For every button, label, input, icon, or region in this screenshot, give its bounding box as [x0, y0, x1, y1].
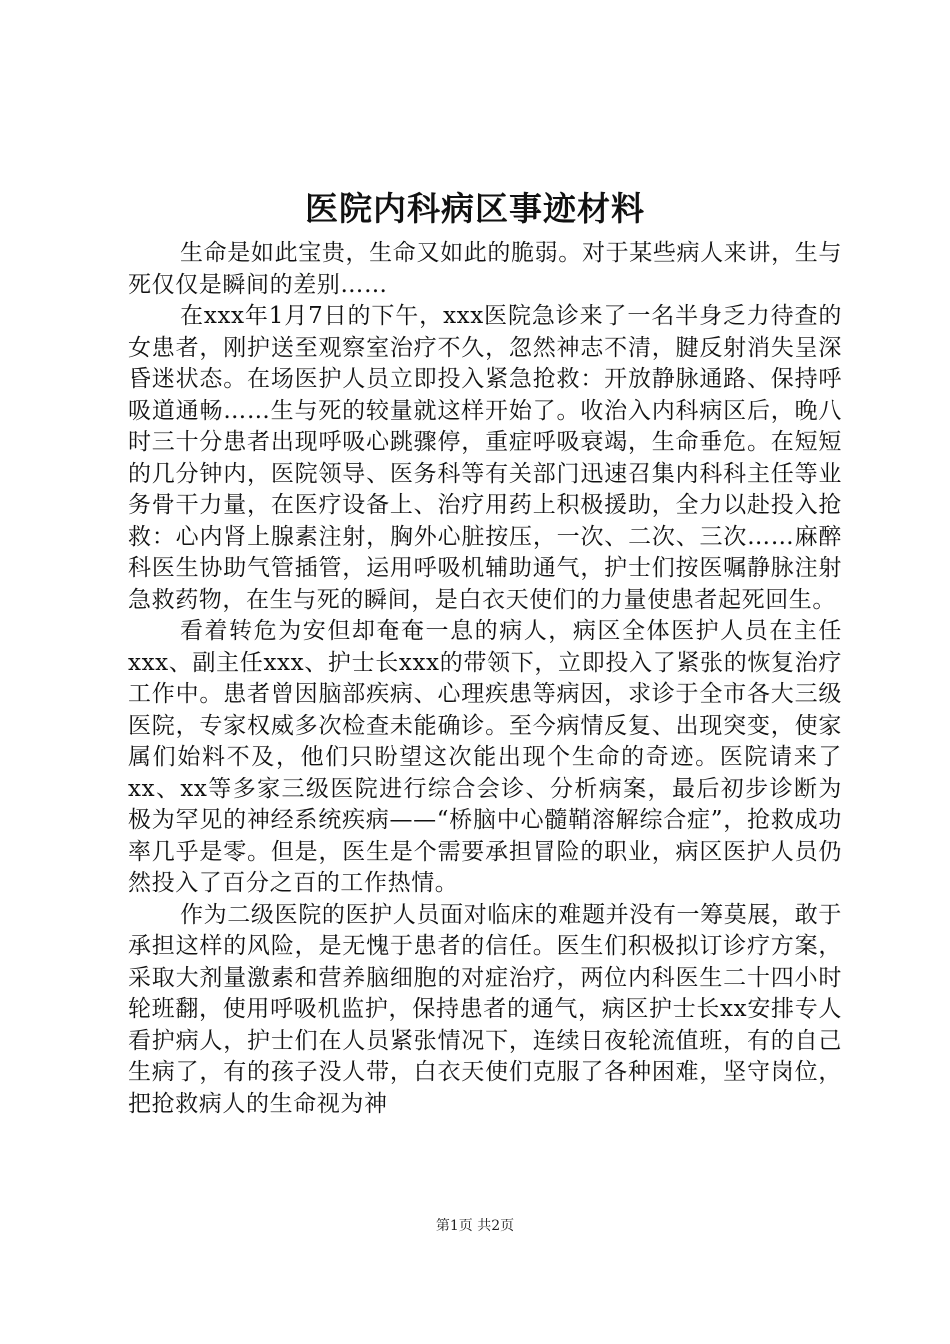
paragraph-treatment: 作为二级医院的医护人员面对临床的难题并没有一筹莫展，敢于承担这样的风险，是无愧于患者的信任。医生们积极拟订诊疗方案，采取大剂量激素和营养脑细胞的对症治疗，两位内科医生二十四小时轮班翻，使用呼吸机监护，保持患者的通气，病区护士长xx安排专人看护病人，护士们在人员紧张情况下，连续日夜轮流值班，有的自己生病了，有的孩子没人带，白衣天使们克服了各种困难，坚守岗位，把抢救病人的生命视为神 [128, 901, 842, 1117]
paragraph-rescue: 在xxx年1月7日的下午，xxx医院急诊来了一名半身乏力待查的女患者，刚护送至观察室治疗不久，忽然神志不清，腱反射消失呈深昏迷状态。在场医护人员立即投入紧急抢救：开放静脉通路、保持呼吸道通畅……生与死的较量就这样开始了。收治入内科病区后，晚八时三十分患者出现呼吸心跳骤停，重症呼吸衰竭，生命垂危。在短短的几分钟内，医院领导、医务科等有关部门迅速召集内科科主任等业务骨干力量，在医疗设备上、治疗用药上积极援助，全力以赴投入抢救：心内肾上腺素注射，胸外心脏按压，一次、二次、三次……麻醉科医生协助气管插管，运用呼吸机辅助通气，护士们按医嘱静脉注射急救药物，在生与死的瞬间，是白衣天使们的力量使患者起死回生。 [128, 303, 842, 613]
paragraph-diagnosis: 看着转危为安但却奄奄一息的病人，病区全体医护人员在主任xxx、副主任xxx、护士长xxx的带领下，立即投入了紧张的恢复治疗工作中。患者曾因脑部疾病、心理疾患等病因，求诊于全市各大三级医院，专家权威多次检查未能确诊。至今病情反复、出现突变，使家属们始料不及，他们只盼望这次能出现个生命的奇迹。医院请来了xx、xx等多家三级医院进行综合会诊、分析病案，最后初步诊断为极为罕见的神经系统疾病——“桥脑中心髓鞘溶解综合症”，抢救成功率几乎是零。但是，医生是个需要承担冒险的职业，病区医护人员仍然投入了百分之百的工作热情。 [128, 618, 842, 896]
document-title: 医院内科病区事迹材料 [305, 189, 645, 228]
document-body [128, 238, 842, 1120]
paragraph-intro: 生命是如此宝贵，生命又如此的脆弱。对于某些病人来讲，生与死仅仅是瞬间的差别…… [128, 240, 842, 298]
page-number-footer: 第1页 共2页 [435, 1218, 515, 1234]
